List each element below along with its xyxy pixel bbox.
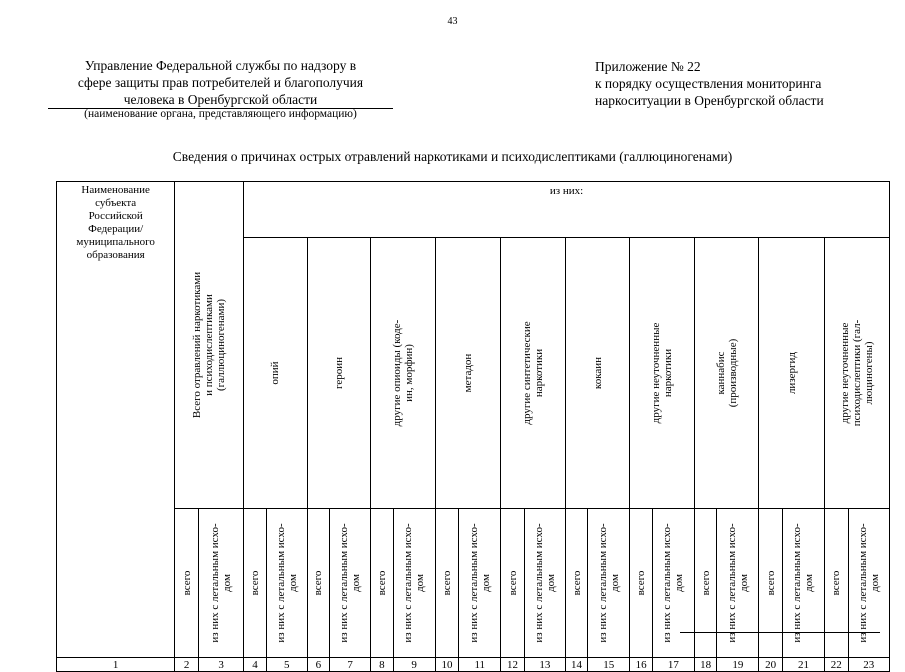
total-header-line: (галлюциногенами) bbox=[215, 298, 228, 392]
column-number-cell: 14 bbox=[565, 658, 588, 672]
subcolumn-fatal-header bbox=[588, 509, 630, 658]
organization-line: сфере защиты прав потребителей и благополучия bbox=[77, 75, 364, 90]
column-number-cell: 8 bbox=[371, 658, 394, 672]
subcolumn-total-header-line: всего bbox=[248, 570, 261, 596]
subject-header-cell bbox=[57, 182, 175, 658]
subcolumn-total-header bbox=[371, 509, 394, 658]
drug-header-cell-line: кокаин bbox=[591, 356, 604, 389]
subcolumn-fatal-header-line: из них с летальным исхо- bbox=[532, 523, 545, 643]
drug-header-cell-line: (производные) bbox=[726, 338, 739, 408]
subcolumn-fatal-header-line: из них с летальным исхо- bbox=[725, 523, 738, 643]
column-number-cell: 1 bbox=[57, 658, 175, 672]
subcolumn-fatal-header-line: из них с летальным исхо- bbox=[596, 523, 609, 643]
subcolumn-fatal-header bbox=[783, 509, 825, 658]
subcolumn-fatal-header-line: дом bbox=[868, 574, 881, 592]
subcolumn-fatal-header-line: из них с летальным исхо- bbox=[338, 523, 351, 643]
column-number-cell: 2 bbox=[175, 658, 199, 672]
drug-header-cell bbox=[501, 237, 566, 508]
subcolumn-fatal-header bbox=[266, 509, 307, 658]
total-header-line: Всего отравлений наркотиками bbox=[191, 271, 204, 419]
drug-header-cell-line: люциногены) bbox=[862, 341, 875, 405]
drug-header-cell bbox=[694, 237, 759, 508]
subcolumn-total-header bbox=[175, 509, 199, 658]
column-number-cell: 3 bbox=[199, 658, 244, 672]
subcolumn-fatal-header bbox=[199, 509, 244, 658]
drug-header-cell bbox=[307, 237, 370, 508]
column-number-cell: 13 bbox=[524, 658, 565, 672]
column-number-cell: 12 bbox=[501, 658, 525, 672]
subject-header-line: Российской bbox=[88, 210, 143, 222]
subcolumn-total-header-line: всего bbox=[635, 570, 648, 596]
subcolumn-fatal-header-line: дом bbox=[737, 574, 750, 592]
organization-line: Управление Федеральной службы по надзору в bbox=[84, 58, 357, 73]
drug-header-cell bbox=[435, 237, 501, 508]
subcolumn-fatal-header-line: из них с летальным исхо- bbox=[402, 523, 415, 643]
column-number-cell: 7 bbox=[330, 658, 371, 672]
subject-header-line: образования bbox=[86, 249, 145, 261]
subcolumn-total-header-line: всего bbox=[830, 570, 843, 596]
column-number-cell: 11 bbox=[459, 658, 501, 672]
subject-header-line: муниципального bbox=[76, 236, 155, 248]
organization-caption: (наименование органа, представляющего информацию) bbox=[84, 108, 357, 120]
subcolumn-fatal-header-line: из них с летальным исхо- bbox=[791, 523, 804, 643]
drug-header-cell-line: героин bbox=[332, 356, 345, 389]
subcolumn-fatal-header bbox=[459, 509, 501, 658]
drug-header-cell-line: каннабис bbox=[714, 351, 727, 395]
column-number-cell: 16 bbox=[630, 658, 653, 672]
subcolumn-fatal-header-line: из них с летальным исхо- bbox=[661, 523, 674, 643]
subject-header-line: Наименование bbox=[81, 184, 150, 196]
organization-block bbox=[48, 57, 393, 109]
subcolumn-fatal-header bbox=[652, 509, 694, 658]
subject-header-line: Федерации/ bbox=[88, 223, 144, 235]
appendix-line: наркоситуации в Оренбургской области bbox=[595, 93, 824, 108]
subcolumn-fatal-header-line: дом bbox=[350, 574, 363, 592]
total-poisonings-header bbox=[175, 182, 244, 509]
subcolumn-fatal-header bbox=[717, 509, 759, 658]
subcolumn-fatal-header-line: из них с летальным исхо- bbox=[209, 523, 222, 643]
column-number-cell: 4 bbox=[244, 658, 267, 672]
drug-header-cell bbox=[824, 237, 889, 508]
bottom-rule bbox=[680, 632, 880, 633]
appendix-line: Приложение № 22 bbox=[595, 59, 701, 74]
report-table bbox=[56, 181, 890, 672]
column-number-cell: 10 bbox=[435, 658, 459, 672]
drug-header-cell bbox=[565, 237, 630, 508]
column-number-cell: 21 bbox=[783, 658, 825, 672]
subcolumn-fatal-header bbox=[848, 509, 889, 658]
organization-line: человека в Оренбургской области bbox=[48, 91, 393, 109]
subcolumn-total-header-line: всего bbox=[764, 570, 777, 596]
drug-header-cell bbox=[244, 237, 307, 508]
subcolumn-fatal-header-line: дом bbox=[608, 574, 621, 592]
drug-header-cell bbox=[371, 237, 436, 508]
subcolumn-total-header-line: всего bbox=[375, 570, 388, 596]
subcolumn-fatal-header bbox=[524, 509, 565, 658]
column-number-cell: 23 bbox=[848, 658, 889, 672]
column-number-cell: 17 bbox=[652, 658, 694, 672]
subcolumn-total-header bbox=[630, 509, 653, 658]
document-title: Сведения о причинах острых отравлений наркотиками и психодислептиками (галлюциногенами) bbox=[172, 149, 733, 164]
subcolumn-total-header bbox=[824, 509, 848, 658]
subcolumn-total-header-line: всего bbox=[440, 570, 453, 596]
column-number-cell: 6 bbox=[307, 658, 330, 672]
column-number-cell: 19 bbox=[717, 658, 759, 672]
subcolumn-fatal-header-line: дом bbox=[286, 574, 299, 592]
subject-header-line: субъекта bbox=[95, 197, 137, 209]
drug-header-cell bbox=[630, 237, 695, 508]
drug-header-cell-line: другие неуточненные bbox=[838, 322, 851, 424]
column-number-cell: 18 bbox=[694, 658, 717, 672]
subcolumn-total-header bbox=[565, 509, 588, 658]
subcolumn-total-header bbox=[435, 509, 459, 658]
column-number-cell: 15 bbox=[588, 658, 630, 672]
page-number: 43 bbox=[447, 16, 458, 27]
subcolumn-fatal-header bbox=[330, 509, 371, 658]
drug-header-cell-line: лизергид bbox=[785, 351, 798, 394]
subcolumn-fatal-header-line: дом bbox=[544, 574, 557, 592]
subcolumn-total-header bbox=[501, 509, 525, 658]
subcolumn-total-header-line: всего bbox=[699, 570, 712, 596]
subcolumn-total-header-line: всего bbox=[506, 570, 519, 596]
subcolumn-total-header bbox=[694, 509, 717, 658]
subcolumn-fatal-header-line: из них с летальным исхо- bbox=[274, 523, 287, 643]
subcolumn-total-header-line: всего bbox=[570, 570, 583, 596]
drug-header-cell-line: другие опиоиды (коде- bbox=[390, 319, 403, 427]
subcolumn-fatal-header-line: дом bbox=[673, 574, 686, 592]
drug-header-cell-line: ин, морфин) bbox=[402, 343, 415, 402]
appendix-line: к порядку осуществления мониторинга bbox=[595, 76, 822, 91]
subcolumn-fatal-header-line: дом bbox=[414, 574, 427, 592]
subcolumn-fatal-header bbox=[393, 509, 435, 658]
subcolumn-total-header bbox=[244, 509, 267, 658]
subcolumn-total-header bbox=[759, 509, 783, 658]
drug-header-cell-line: опий bbox=[269, 361, 282, 385]
subcolumn-fatal-header-line: из них с летальным исхо- bbox=[467, 523, 480, 643]
subcolumn-fatal-header-line: дом bbox=[479, 574, 492, 592]
column-number-cell: 9 bbox=[393, 658, 435, 672]
drug-header-cell-line: другие неуточненные bbox=[650, 322, 663, 424]
subcolumn-fatal-header-line: дом bbox=[803, 574, 816, 592]
appendix-block bbox=[595, 58, 895, 109]
drug-header-cell-line: наркотики bbox=[532, 348, 545, 397]
subcolumn-total-header-line: всего bbox=[180, 570, 193, 596]
column-number-cell: 20 bbox=[759, 658, 783, 672]
drug-header-cell bbox=[759, 237, 825, 508]
subcolumn-fatal-header-line: из них с летальным исхо- bbox=[856, 523, 869, 643]
of-them-header: из них: bbox=[244, 182, 890, 238]
drug-header-cell-line: психодислептики (гал- bbox=[850, 319, 863, 427]
subcolumn-total-header bbox=[307, 509, 330, 658]
column-number-cell: 5 bbox=[266, 658, 307, 672]
subcolumn-total-header-line: всего bbox=[312, 570, 325, 596]
total-header-line: и психодислептиками bbox=[203, 294, 216, 396]
column-number-cell: 22 bbox=[824, 658, 848, 672]
drug-header-cell-line: наркотики bbox=[662, 348, 675, 398]
drug-header-cell-line: метадон bbox=[461, 353, 474, 393]
subcolumn-fatal-header-line: дом bbox=[221, 574, 234, 592]
drug-header-cell-line: другие синтетические bbox=[520, 321, 533, 425]
